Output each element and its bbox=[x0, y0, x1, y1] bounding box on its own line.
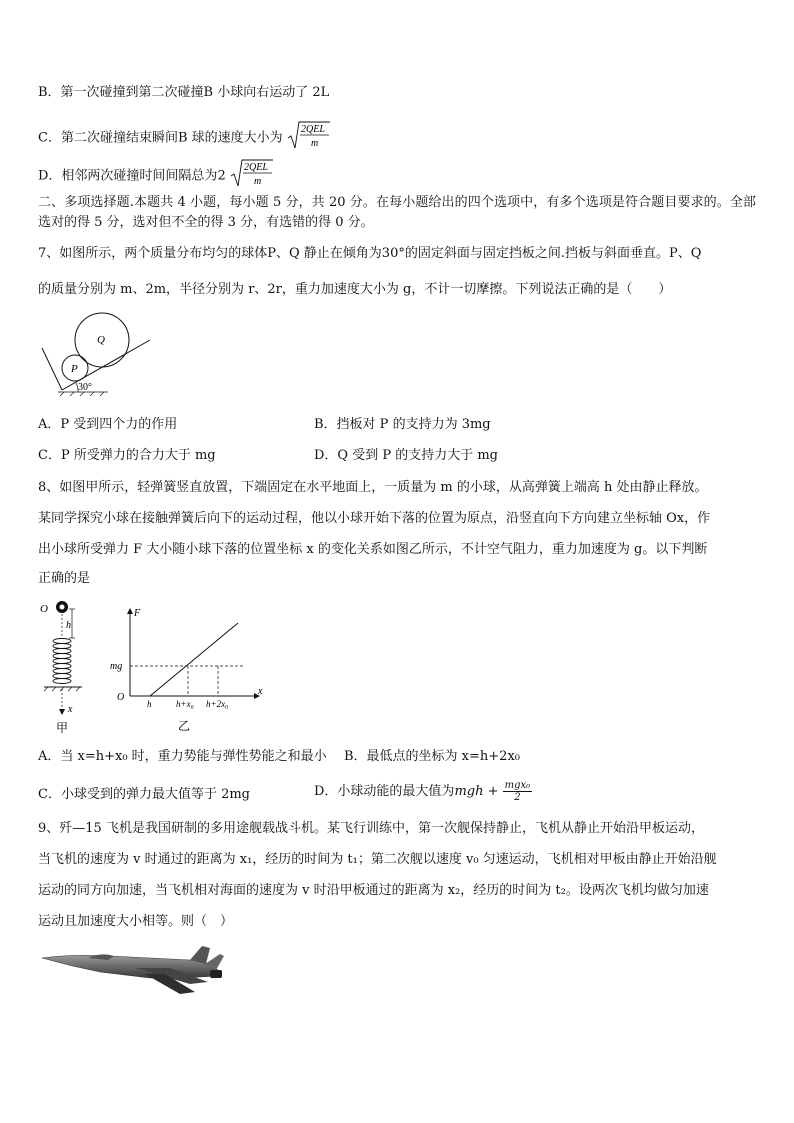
q8-stem-line-3: 出小球所受弹力 F 大小随小球下落的位置坐标 x 的变化关系如图乙所示，不计空气阻力，重力加速度为 g。以下判断 bbox=[38, 542, 708, 557]
q7-stem-line-2: 的质量分别为 m、2m，半径分别为 r、2r，重力加速度大小为 g，不计一切摩擦。下列说法正确的是（ ） bbox=[38, 282, 672, 297]
section-2-heading: 二、多项选择题.本题共 4 小题，每小题 5 分，共 20 分。在每小题给出的四个选项中，有多个选项是符合题目要求的。全部选对的得 5 分，选对但不全的得 3 分，有选错的得 0 分。 bbox=[38, 195, 756, 230]
caption-yi: 乙 bbox=[178, 719, 191, 733]
q8-figure-yi bbox=[108, 606, 268, 736]
q9-stem-line-1: 9、歼—15 飞机是我国研制的多用途舰载战斗机。某飞行训练中，第一次舰保持静止，飞机从静止开始沿甲板运动， bbox=[38, 821, 704, 836]
q8-stem-line-4: 正确的是 bbox=[38, 571, 91, 586]
origin-label: O bbox=[117, 692, 125, 703]
q8-stem-line-2: 某同学探究小球在接触弹簧后向下的运动过程，他以小球开始下落的位置为原点，沿竖直向下方向建立坐标轴 Ox，作 bbox=[38, 511, 711, 526]
q6-option-d-coef: 2 bbox=[217, 168, 226, 184]
label-q: Q bbox=[97, 334, 105, 346]
q8-option-c: C．小球受到的弹力最大值等于 2mg bbox=[38, 787, 250, 802]
q7-stem-line-1: 7、如图所示，两个质量分布均匀的球体P、Q 静止在倾角为30°的固定斜面与固定挡板之间.挡板与斜面垂直。P、Q bbox=[38, 246, 702, 261]
q8-option-d-text: D．小球动能的最大值为 bbox=[314, 784, 455, 799]
spring bbox=[53, 639, 71, 684]
q7-option-c: C．P 所受弹力的合力大于 mg bbox=[38, 448, 216, 463]
sqrt-numerator: 2QEL bbox=[243, 162, 268, 173]
q8-figure-jia bbox=[38, 596, 98, 736]
f-axis-label: F bbox=[134, 608, 141, 619]
q6-option-c-text: C．第二次碰撞结束瞬间B 球的速度大小为 bbox=[38, 130, 283, 146]
q7-option-d: D．Q 受到 P 的支持力大于 mg bbox=[314, 448, 499, 463]
fraction bbox=[503, 780, 533, 803]
q9-stem-line-3: 运动的同方向加速，当飞机相对海面的速度为 v 时沿甲板通过的距离为 x₂，经历的时间为 t₂。设两次飞机均做匀加速 bbox=[38, 883, 709, 898]
q7-incline-figure bbox=[38, 308, 158, 400]
fighter-jet-image bbox=[40, 944, 225, 996]
tick-h-2x0: h+2x₀ bbox=[206, 699, 229, 709]
origin-label: O bbox=[40, 603, 48, 615]
q8-stem-line-1: 8、如图甲所示，轻弹簧竖直放置，下端固定在水平地面上，一质量为 m 的小球，从高弹簧上端高 h 处由静止释放。 bbox=[38, 480, 708, 495]
fraction-denominator: 2 bbox=[514, 792, 521, 803]
radical-sign-icon bbox=[287, 120, 331, 150]
radical-sign-icon bbox=[230, 158, 274, 188]
q6-option-d-text: D．相邻两次碰撞时间间隔总为 bbox=[38, 168, 218, 184]
q8-option-a: A．当 x=h+x₀ 时，重力势能与弹性势能之和最小 bbox=[38, 749, 327, 764]
caption-jia: 甲 bbox=[56, 721, 69, 735]
q6-option-c bbox=[38, 120, 331, 156]
q7-option-a: A．P 受到四个力的作用 bbox=[38, 417, 178, 432]
sqrt-denominator: m bbox=[310, 138, 319, 149]
q9-stem-line-4: 运动且加速度大小相等。则（ ） bbox=[38, 914, 234, 929]
q8-option-b: B．最低点的坐标为 x=h+2x₀ bbox=[344, 749, 520, 764]
sqrt-expression-d bbox=[230, 158, 274, 194]
angle-label: 30° bbox=[78, 382, 92, 393]
q8-option-d bbox=[314, 780, 532, 803]
h-label: h bbox=[66, 620, 71, 631]
label-p: P bbox=[71, 363, 78, 375]
tick-h-x0: h+x₀ bbox=[176, 699, 194, 709]
force-line bbox=[150, 623, 238, 696]
mg-label: mg bbox=[110, 661, 123, 672]
x-label: x bbox=[68, 704, 73, 715]
q7-option-b: B．挡板对 P 的支持力为 3mg bbox=[314, 417, 491, 432]
tick-h: h bbox=[147, 699, 152, 709]
q6-option-d bbox=[38, 158, 274, 194]
sqrt-numerator: 2QEL bbox=[300, 124, 325, 135]
q9-stem-line-2: 当飞机的速度为 v 时通过的距离为 x₁，经历的时间为 t₁；第二次舰以速度 v₀ 匀速运动，飞机相对甲板由静止开始沿舰 bbox=[38, 852, 717, 867]
x-axis-label: x bbox=[258, 686, 263, 697]
sqrt-expression bbox=[287, 120, 331, 156]
sqrt-denominator: m bbox=[253, 176, 262, 187]
fraction-numerator: mgx₀ bbox=[504, 780, 531, 791]
q8-option-d-expr: mgh + bbox=[454, 784, 499, 799]
q6-option-b: B．第一次碰撞到第二次碰撞B 小球向右运动了 2L bbox=[38, 85, 330, 100]
